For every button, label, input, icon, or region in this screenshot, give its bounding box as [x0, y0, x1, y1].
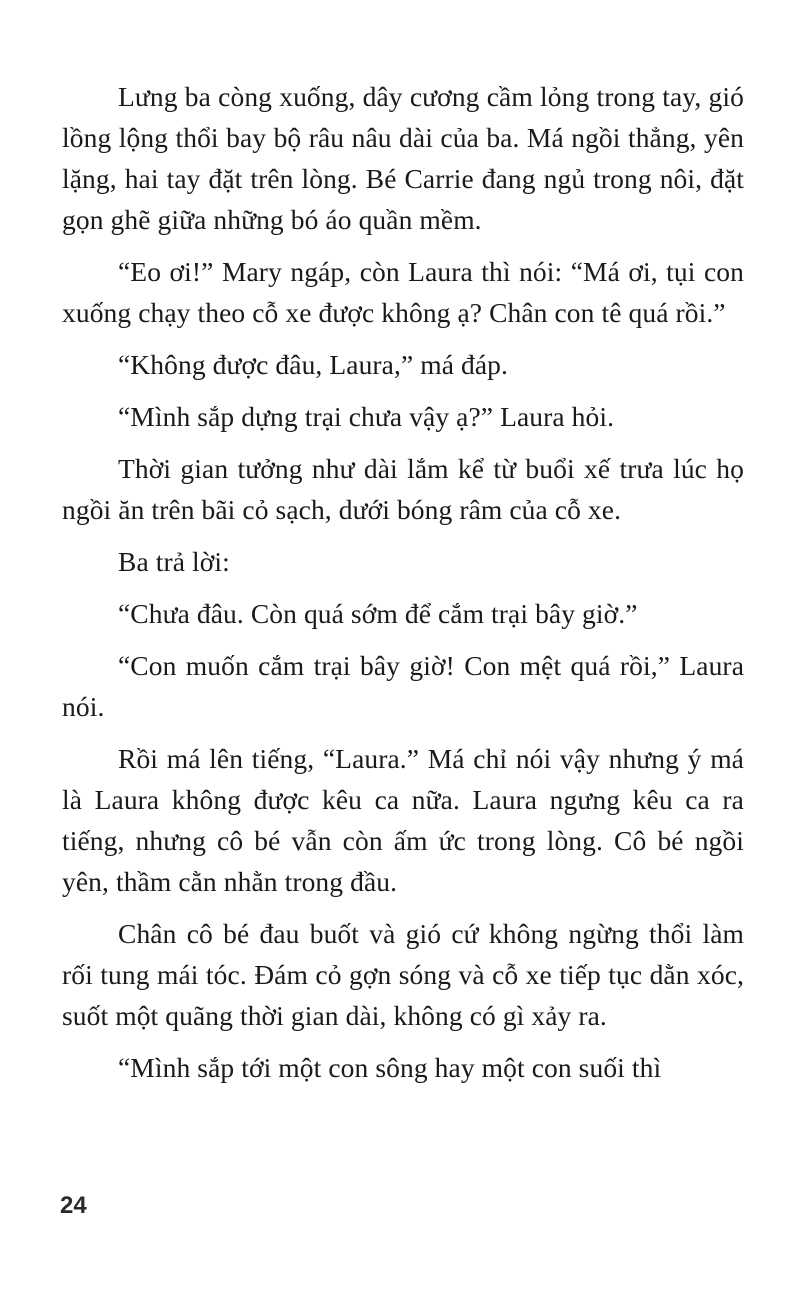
paragraph: “Con muốn cắm trại bây giờ! Con mệt quá rồi,” Laura nói.	[62, 650, 744, 722]
paragraph: Rồi má lên tiếng, “Laura.” Má chỉ nói vậy nhưng ý má là Laura không được kêu ca nữa. Laura ngưng kêu ca ra tiếng, nhưng cô bé vẫn còn ấm ức trong lòng. Cô bé ngồi yên, thầm cằn nhằn trong đầu.	[62, 743, 744, 897]
paragraph: “Chưa đâu. Còn quá sớm để cắm trại bây giờ.”	[118, 598, 638, 629]
paragraph: “Mình sắp dựng trại chưa vậy ạ?” Laura hỏi.	[118, 401, 615, 432]
paragraph: Chân cô bé đau buốt và gió cứ không ngừng thổi làm rối tung mái tóc. Đám cỏ gợn sóng và cỗ xe tiếp tục dằn xóc, suốt một quãng thời gian dài, không có gì xảy ra.	[62, 918, 744, 1031]
paragraph: Thời gian tưởng như dài lắm kể từ buổi xế trưa lúc họ ngồi ăn trên bãi cỏ sạch, dưới bóng râm của cỗ xe.	[62, 453, 744, 525]
paragraph: “Eo ơi!” Mary ngáp, còn Laura thì nói: “Má ơi, tụi con xuống chạy theo cỗ xe được không ạ? Chân con tê quá rồi.”	[62, 256, 744, 328]
paragraph: Lưng ba còng xuống, dây cương cầm lỏng trong tay, gió lồng lộng thổi bay bộ râu nâu dài của ba. Má ngồi thẳng, yên lặng, hai tay đặt trên lòng. Bé Carrie đang ngủ trong nôi, đặt gọn ghẽ giữa những bó áo quần mềm.	[62, 81, 744, 235]
body-text	[62, 76, 744, 1099]
paragraph: “Không được đâu, Laura,” má đáp.	[118, 349, 508, 380]
paragraph: “Mình sắp tới một con sông hay một con suối thì	[118, 1052, 662, 1083]
page-number: 24	[60, 1192, 87, 1219]
paragraph: Ba trả lời:	[118, 546, 230, 577]
